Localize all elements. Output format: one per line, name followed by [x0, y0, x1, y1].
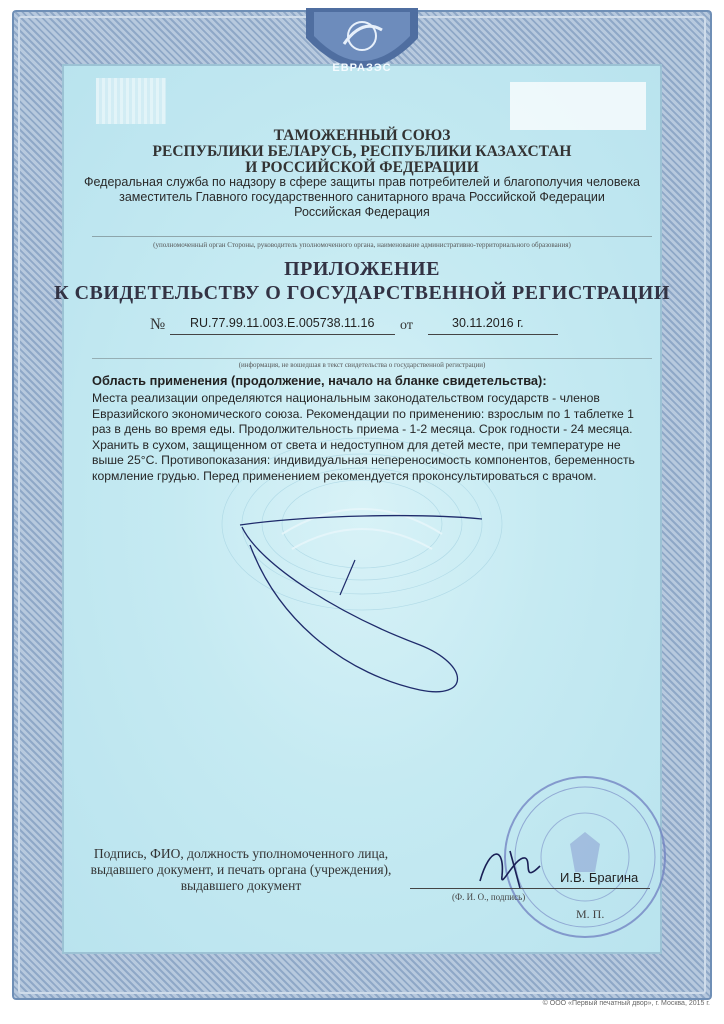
union-title-line2: РЕСПУБЛИКИ БЕЛАРУСЬ, РЕСПУБЛИКИ КАЗАХСТАН — [152, 143, 572, 160]
document-title-line1: ПРИЛОЖЕНИЕ — [284, 258, 440, 280]
evrazes-emblem — [300, 8, 424, 86]
handwritten-flourish — [220, 505, 490, 700]
signer-name: И.В. Брагина — [560, 870, 639, 885]
registration-date: 30.11.2016 г. — [452, 316, 524, 330]
signer-caption: (Ф. И. О., подпись) — [452, 892, 526, 902]
info-caption: (информация, не вошедшая в текст свидетельства о государственной регистрации) — [238, 361, 486, 369]
agency-line1: Федеральная служба по надзору в сфере защиты прав потребителей и благополучия человека — [83, 175, 641, 189]
date-underline — [428, 334, 558, 335]
hologram-patch-left — [96, 78, 166, 124]
signature-mark — [470, 836, 560, 896]
document-title-line2: К СВИДЕТЕЛЬСТВУ О ГОСУДАРСТВЕННОЙ РЕГИСТРАЦИИ — [54, 282, 670, 304]
scope-text: Места реализации определяются национальным законодательством государств - членов Евразийского экономического союза. Рекомендации по применению: взрослым по 1 таблетке 1 раз в день во время еды. Продолжительность приема - 1-2 месяца. Срок годности - 24 месяца. Хранить в сухом, защищенном от света и недоступном для детей месте, при температуре не выше 25°С. Противопоказания: индивидуальная непереносимость компонентов, беременность кормление грудью. Перед применением рекомендуется проконсультироваться с врачом. — [92, 391, 635, 483]
signature-instructions: Подпись, ФИО, должность уполномоченного лица, выдавшего документ, и печать органа (учреждения), выдавшего документ — [90, 846, 392, 893]
agency-underline — [92, 236, 652, 237]
hologram-patch-right — [510, 82, 646, 130]
agency-line3: Российская Федерация — [294, 205, 430, 219]
number-label: № — [150, 316, 166, 333]
emblem-label: ЕВРАЗЭС — [332, 62, 392, 74]
seal-label: М. П. — [576, 907, 605, 921]
number-underline — [170, 334, 395, 335]
info-underline — [92, 358, 652, 359]
scope-heading: Область применения (продолжение, начало на бланке свидетельства): — [92, 373, 547, 388]
union-title-line1: ТАМОЖЕННЫЙ СОЮЗ — [273, 127, 451, 144]
registration-number: RU.77.99.11.003.E.005738.11.16 — [190, 316, 375, 330]
union-title-line3: И РОССИЙСКОЙ ФЕДЕРАЦИИ — [245, 159, 479, 176]
signature-underline — [410, 888, 650, 889]
date-label: от — [400, 318, 413, 333]
printer-footer: © ООО «Первый печатный двор», г. Москва, 2015 г. — [542, 1000, 710, 1007]
agency-line2: заместитель Главного государственного санитарного врача Российской Федерации — [119, 190, 605, 204]
agency-caption: (уполномоченный орган Стороны, руководитель уполномоченного органа, наименование административно-территориального образования) — [153, 241, 571, 249]
